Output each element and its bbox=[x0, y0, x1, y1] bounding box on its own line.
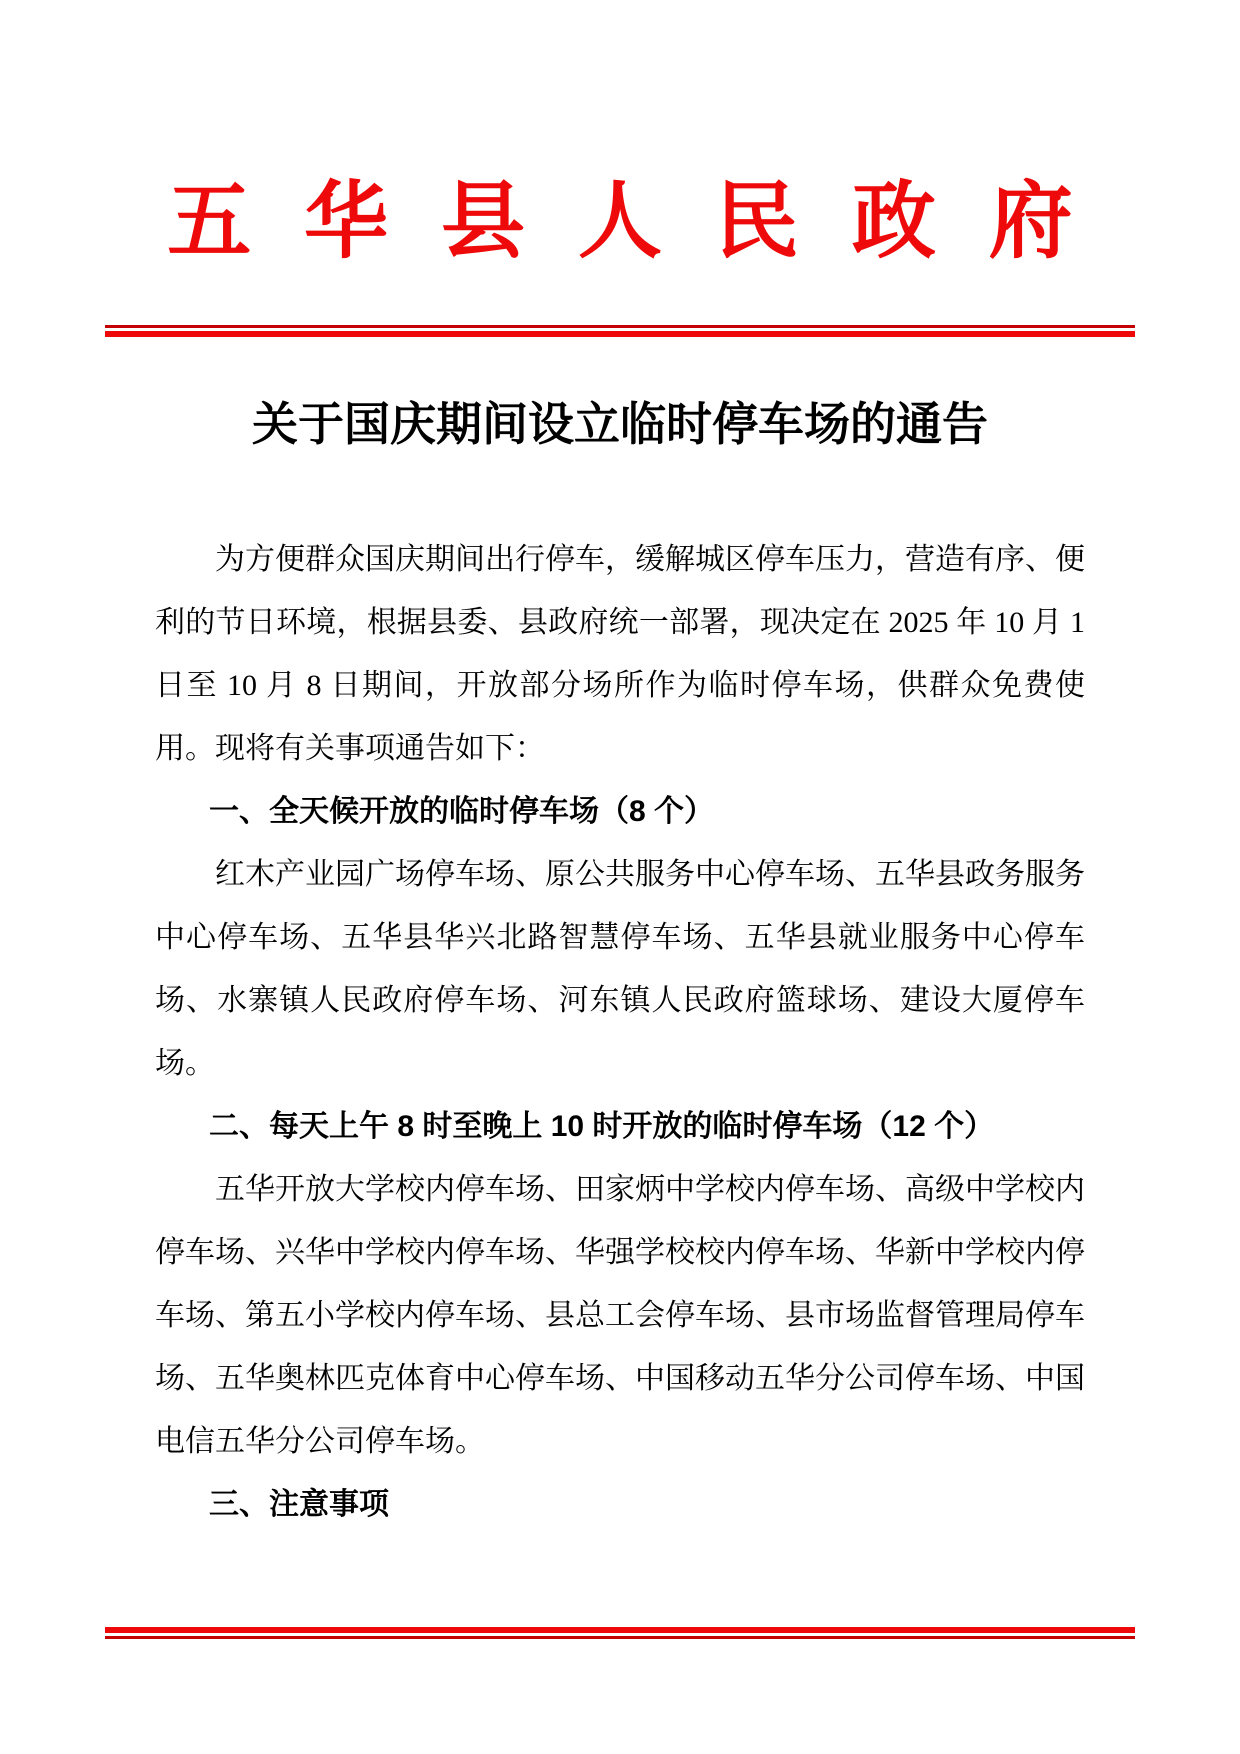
rule-thick-line bbox=[105, 331, 1135, 337]
letterhead-title: 五华县人民政府 bbox=[167, 176, 1126, 269]
letterhead-double-rule bbox=[105, 325, 1135, 337]
rule-thin-line bbox=[105, 1636, 1135, 1639]
heading-section-3: 三、注意事项 bbox=[209, 1488, 389, 1521]
notice-title: 关于国庆期间设立临时停车场的通告 bbox=[252, 399, 988, 450]
heading-section-2: 二、每天上午 8 时至晚上 10 时开放的临时停车场（12 个） bbox=[209, 1110, 995, 1143]
paragraph-timed-parking-list: 五华开放大学校内停车场、田家炳中学校内停车场、高级中学校内停车场、兴华中学校内停车场、华强学校校内停车场、华新中学校内停车场、第五小学校内停车场、县总工会停车场、县市场监督管理局停车场、五华奥林匹克体育中心停车场、中国移动五华分公司停车场、中国电信五华分公司停车场。 bbox=[155, 1173, 1085, 1458]
paragraph-intro: 为方便群众国庆期间出行停车，缓解城区停车压力，营造有序、便利的节日环境，根据县委、县政府统一部署，现决定在 2025 年 10 月 1 日至 10 月 8 日期间，开放部分场所作为临时停车场，供群众免费使用。现将有关事项通告如下： bbox=[155, 543, 1085, 765]
heading-section-1: 一、全天候开放的临时停车场（8 个） bbox=[209, 795, 715, 828]
notice-body bbox=[155, 528, 1085, 1536]
paragraph-allday-parking-list: 红木产业园广场停车场、原公共服务中心停车场、五华县政务服务中心停车场、五华县华兴北路智慧停车场、五华县就业服务中心停车场、水寨镇人民政府停车场、河东镇人民政府篮球场、建设大厦停车场。 bbox=[155, 858, 1085, 1080]
footer-double-rule bbox=[105, 1627, 1135, 1639]
